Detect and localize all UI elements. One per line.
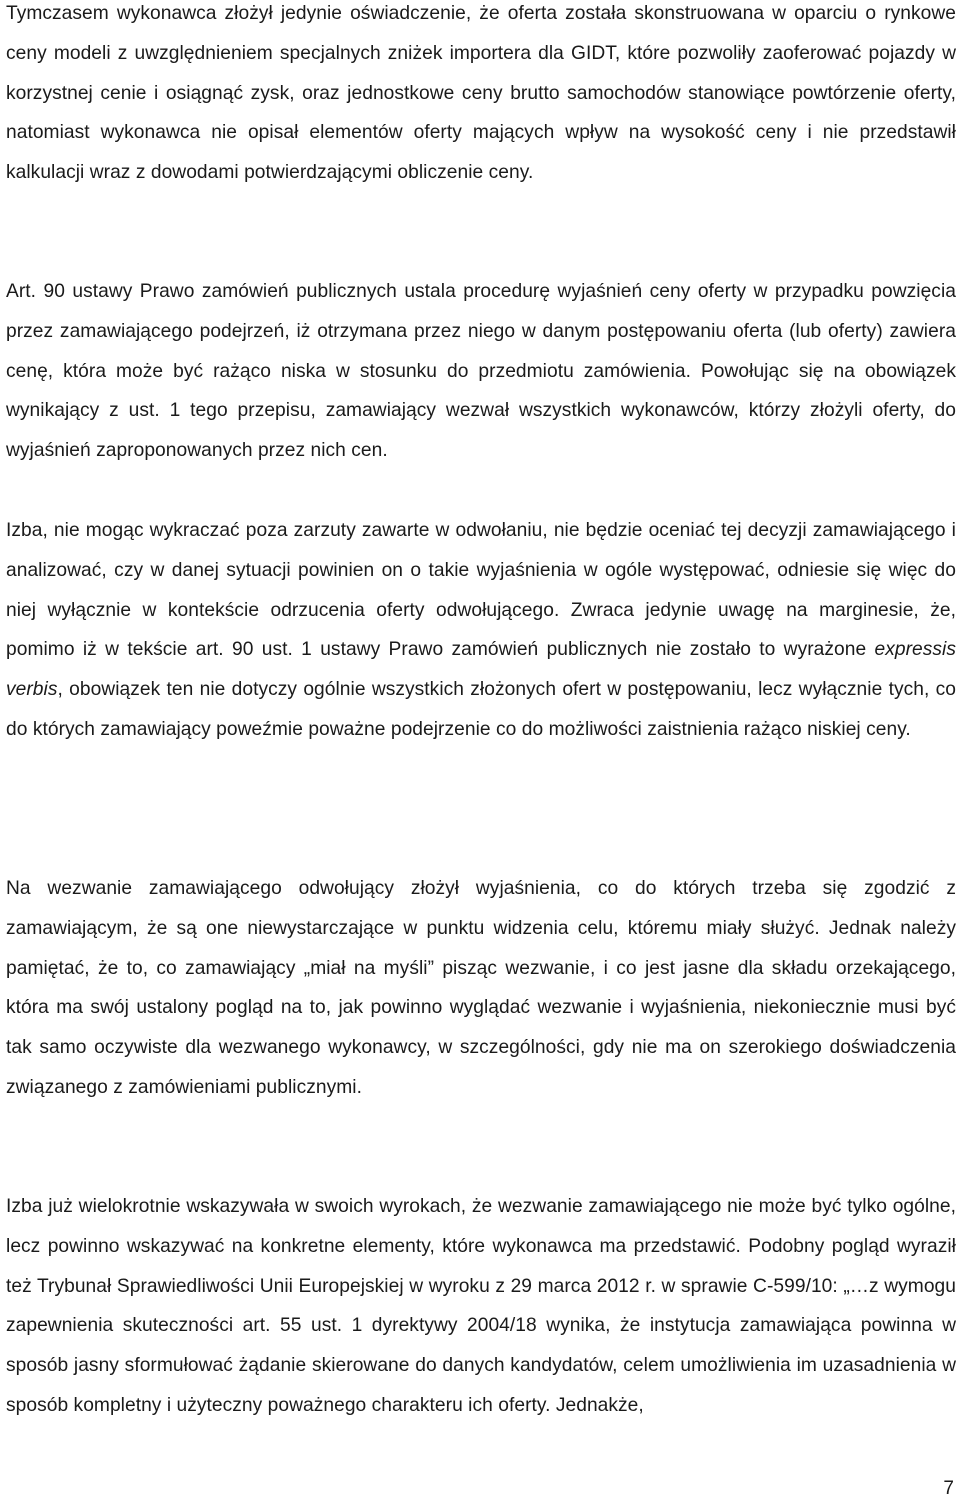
paragraph-3-text-start: Izba, nie mogąc wykraczać poza zarzuty zawarte w odwołaniu, nie będzie oceniać tej decyzji zamawiającego i analizować, czy w danej sytuacji powinien on o takie wyjaśnienia w ogóle występować, odniesie się więc do niej wyłącznie w kontekście odrzucenia oferty odwołującego. Zwraca jedynie uwagę na marginesie, że, pomimo iż w tekście art. 90 ust. 1 ustawy Prawo zamówień publicznych nie zostało to wyrażone bbox=[6, 520, 956, 661]
paragraph-2: Art. 90 ustawy Prawo zamówień publicznych ustala procedurę wyjaśnień ceny oferty w przypadku powzięcia przez zamawiającego podejrzeń, iż otrzymana przez niego w danym postępowaniu oferta (lub oferty) zawiera cenę, która może być rażąco niska w stosunku do przedmiotu zamówienia. Powołując się na obowiązek wynikający z ust. 1 tego przepisu, zamawiający wezwał wszystkich wykonawców, którzy złożyli oferty, do wyjaśnień zaproponowanych przez nich cen. bbox=[6, 281, 956, 462]
paragraph-4: Na wezwanie zamawiającego odwołujący złożył wyjaśnienia, co do których trzeba się zgodzić z zamawiającym, że są one niewystarczające w punktu widzenia celu, któremu miały służyć. Jednak należy pamiętać, że to, co zamawiający „miał na myśli” pisząc wezwanie, i co jest jasne dla składu orzekającego, która ma swój ustalony pogląd na to, jak powinno wyglądać wezwanie i wyjaśnienia, niekoniecznie musi być tak samo oczywiste dla wezwanego wykonawcy, w szczególności, gdy nie ma on szerokiego doświadczenia związanego z zamówieniami publicznymi. bbox=[6, 878, 956, 1098]
page-number: 7 bbox=[943, 1478, 954, 1499]
paragraph-3 bbox=[6, 511, 956, 750]
paragraph-5: Izba już wielokrotnie wskazywała w swoich wyrokach, że wezwanie zamawiającego nie może być tylko ogólne, lecz powinno wskazywać na konkretne elementy, które wykonawca ma przedstawić. Podobny pogląd wyraził też Trybunał Sprawiedliwości Unii Europejskiej w wyroku z 29 marca 2012 r. w sprawie C-599/10: „…z wymogu zapewnienia skuteczności art. 55 ust. 1 dyrektywy 2004/18 wynika, że instytucja zamawiająca powinna w sposób jasny sformułować żądanie skierowane do danych kandydatów, celem umożliwienia im uzasadnienia w sposób kompletny i użyteczny poważnego charakteru ich oferty. Jednakże, bbox=[6, 1196, 956, 1416]
latin-phrase: expressis verbis bbox=[6, 639, 956, 701]
paragraph-1: Tymczasem wykonawca złożył jedynie oświadczenie, że oferta została skonstruowana w oparciu o rynkowe ceny modeli z uwzględnieniem specjalnych zniżek importera dla GIDT, które pozwoliły zaoferować pojazdy w korzystnej cenie i osiągnąć zysk, oraz jednostkowe ceny brutto samochodów stanowiące powtórzenie oferty, natomiast wykonawca nie opisał elementów oferty mających wpływ na wysokość ceny i nie przedstawił kalkulacji wraz z dowodami potwierdzającymi obliczenie ceny. bbox=[6, 3, 956, 184]
paragraph-3-text-end: , obowiązek ten nie dotyczy ogólnie wszystkich złożonych ofert w postępowaniu, lecz wyłącznie tych, co do których zamawiający poweźmie poważne podejrzenie co do możliwości zaistnienia rażąco niskiej ceny. bbox=[6, 679, 956, 740]
